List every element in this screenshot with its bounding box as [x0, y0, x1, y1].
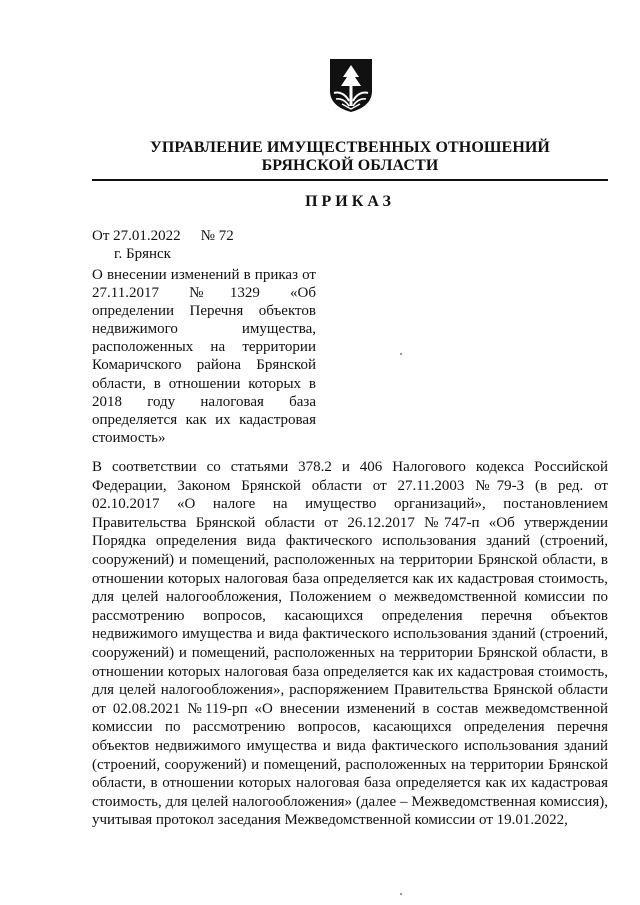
order-title: ПРИКАЗ — [305, 193, 395, 210]
order-city: г. Брянск — [114, 246, 171, 262]
header-divider — [92, 179, 608, 181]
body-paragraph: В соответствии со статьями 378.2 и 406 Налогового кодекса Российской Федерации, Законом Брянской области от 27.11.2003 №79-З (в ред. от 02.10.2017 «О налоге на имущество организаций», постановлением Правительства Брянской области от 26.12.2017 №747-п «Об утверждении Порядка определения вида фактического использования зданий (строений, сооружений) и помещений, расположенных на территории Брянской области, в отношении которых налоговая база определяется как их кадастровая стоимость, для целей налогообложения, Положением о межведомственной комиссии по рассмотрению вопросов, касающихся определения перечня объектов недвижимого имущества и вида фактического использования зданий (строений, сооружений) и помещений, расположенных на территории Брянской области, в отношении которых налоговая база определяется как их кадастровая стоимость, для целей налогообложения», распоряжением Правительства Брянской области от 02.08.2021 №119-рп «О внесении изменений в состав межведомственной комиссии по рассмотрению вопросов, касающихся определения перечня объектов недвижимого имущества и вида фактического использования зданий (строений, сооружений) и помещений, расположенных на территории Брянской области, в отношении которых налоговая база определяется как их кадастровая стоимость, для целей налогообложения» (далее – Межведомственная комиссия), учитывая протокол заседания Межведомственной комиссии от 19.01.2022, — [92, 459, 608, 829]
order-number: № 72 — [200, 228, 234, 244]
bryansk-coat-of-arms-icon — [328, 57, 374, 113]
organization-line-2: БРЯНСКОЙ ОБЛАСТИ — [261, 157, 439, 174]
order-date: От 27.01.2022 — [92, 228, 181, 244]
scan-speck — [400, 893, 402, 895]
scan-speck — [400, 353, 402, 355]
organization-name — [92, 139, 608, 175]
organization-line-1: УПРАВЛЕНИЕ ИМУЩЕСТВЕННЫХ ОТНОШЕНИЙ — [150, 139, 550, 156]
order-subject: О внесении изменений в приказ от 27.11.2017 №1329 «Об определении Перечня объектов недвижимого имущества, расположенных на территории Комаричского района Брянской области, в отношении которых в 2018 году налоговая база определяется как их кадастровая стоимость» — [92, 267, 316, 446]
order-body — [92, 458, 608, 830]
order-meta — [92, 228, 234, 245]
